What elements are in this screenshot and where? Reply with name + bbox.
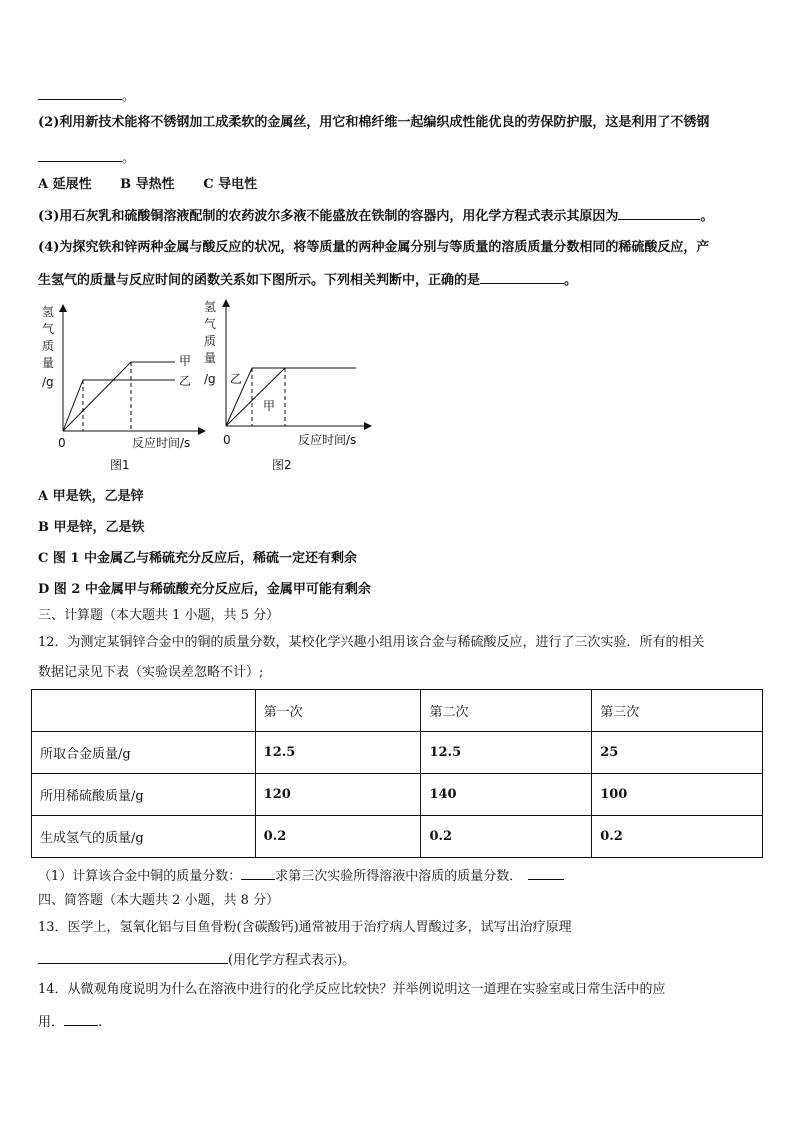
series-yi — [63, 380, 175, 431]
y-label-char: /g — [204, 372, 216, 386]
y-label-char: 质 — [42, 339, 55, 353]
answer-blank[interactable] — [480, 270, 564, 284]
question-12-line2: 数据记录见下表（实验误差忽略不计）; — [38, 665, 264, 680]
table-cell: 0.2 — [421, 816, 592, 858]
table-cell: 12.5 — [255, 732, 421, 774]
section-4-heading: 四、简答题（本大题共 2 小题，共 8 分） — [38, 893, 280, 908]
table-cell: 120 — [255, 774, 421, 816]
table-header-row — [32, 690, 763, 732]
question-2-options — [38, 176, 257, 194]
origin-label: 0 — [58, 436, 66, 450]
prev-answer-line: 。 — [38, 86, 135, 106]
answer-blank[interactable] — [618, 206, 700, 220]
answer-blank[interactable] — [241, 866, 275, 880]
y-label-char: 量 — [204, 351, 217, 365]
series-label-yi: 乙 — [179, 374, 192, 388]
option-c: C 导电性 — [203, 177, 258, 192]
table-header-cell: 第三次 — [592, 690, 763, 732]
choice-c: C 图 1 中金属乙与稀硫充分反应后，稀硫一定还有剩余 — [38, 551, 357, 566]
row-label: 所用稀硫酸质量/g — [32, 774, 256, 816]
question-2-text: (2)利用新技术能将不锈钢加工成柔软的金属丝，用它和棉纤维一起编织成性能优良的劳保防护服，这是利用了不锈钢 — [38, 115, 710, 130]
series-label-yi: 乙 — [230, 372, 243, 386]
question-12-subquestion: （1）计算该合金中铜的质量分数： 求第三次实验所得溶液中溶质的质量分数． — [38, 866, 564, 886]
table-cell: 12.5 — [421, 732, 592, 774]
y-label-char: 氢 — [42, 305, 55, 319]
y-label-char: 量 — [42, 356, 55, 370]
choice-d: D 图 2 中金属甲与稀硫酸充分反应后，金属甲可能有剩余 — [38, 582, 371, 597]
data-table — [31, 689, 763, 858]
answer-blank[interactable] — [528, 866, 564, 880]
table-header-cell: 第二次 — [421, 690, 592, 732]
series-label-jia: 甲 — [263, 399, 276, 413]
row-label: 生成氢气的质量/g — [32, 816, 256, 858]
question-4-line2: 生氢气的质量与反应时间的函数关系如下图所示。下列相关判断中，正确的是 。 — [38, 270, 577, 290]
choice-b: B 甲是锌，乙是铁 — [38, 520, 145, 535]
question-13-line1: 13．医学上，氢氧化铝与目鱼骨粉(含碳酸钙)通常被用于治疗病人胃酸过多，试写出治疗原理 — [38, 920, 572, 935]
table-row — [32, 816, 763, 858]
question-3-text: (3)用石灰乳和硫酸铜溶液配制的农药波尔多液不能盛放在铁制的容器内，用化学方程式表示其原因为 。 — [38, 206, 713, 226]
table-cell: 140 — [421, 774, 592, 816]
y-label-char: /g — [42, 375, 54, 389]
question-14-line2: 用． . — [38, 1012, 102, 1032]
section-3-heading: 三、计算题（本大题共 1 小题，共 5 分） — [38, 608, 280, 623]
option-b: B 导热性 — [120, 177, 175, 192]
y-label-char: 气 — [42, 322, 55, 336]
answer-blank[interactable] — [38, 148, 122, 162]
series-yi — [226, 368, 356, 426]
question-13-line2: (用化学方程式表示)。 — [38, 950, 355, 970]
y-label-char: 质 — [204, 334, 217, 348]
question-14-line1: 14．从微观角度说明为什么在溶液中进行的化学反应比较快？并举例说明这一道理在实验室或日常生活中的应 — [38, 982, 666, 997]
answer-blank[interactable] — [38, 86, 122, 100]
table-cell: 25 — [592, 732, 763, 774]
figure-caption: 图1 — [110, 458, 130, 472]
x-axis-label: 反应时间/s — [298, 433, 357, 447]
option-a: A 延展性 — [38, 177, 92, 192]
figure-caption: 图2 — [272, 458, 292, 472]
answer-blank[interactable] — [38, 950, 228, 964]
choice-a: A 甲是铁，乙是锌 — [38, 489, 144, 504]
y-label-char: 气 — [204, 317, 217, 331]
series-label-jia: 甲 — [179, 354, 192, 368]
table-row — [32, 732, 763, 774]
table-header-cell: 第一次 — [255, 690, 421, 732]
question-2-answer-line: 。 — [38, 148, 135, 168]
y-label-char: 氢 — [204, 300, 217, 314]
question-4-line1: (4)为探究铁和锌两种金属与酸反应的状况，将等质量的两种金属分别与等质量的溶质质量分数相同的稀硫酸反应，产 — [38, 240, 710, 255]
figure-2 — [196, 293, 376, 482]
table-row — [32, 774, 763, 816]
table-cell: 0.2 — [255, 816, 421, 858]
x-axis-label: 反应时间/s — [132, 436, 191, 450]
row-label: 所取合金质量/g — [32, 732, 256, 774]
origin-label: 0 — [223, 433, 231, 447]
question-12-line1: 12．为测定某铜锌合金中的铜的质量分数，某校化学兴趣小组用该合金与稀硫酸反应，进行了三次实验．所有的相关 — [38, 635, 705, 650]
table-cell: 100 — [592, 774, 763, 816]
series-jia — [63, 362, 175, 431]
answer-blank[interactable] — [64, 1012, 98, 1026]
table-cell: 0.2 — [592, 816, 763, 858]
table-header-cell — [32, 690, 256, 732]
figure-1 — [30, 298, 210, 482]
